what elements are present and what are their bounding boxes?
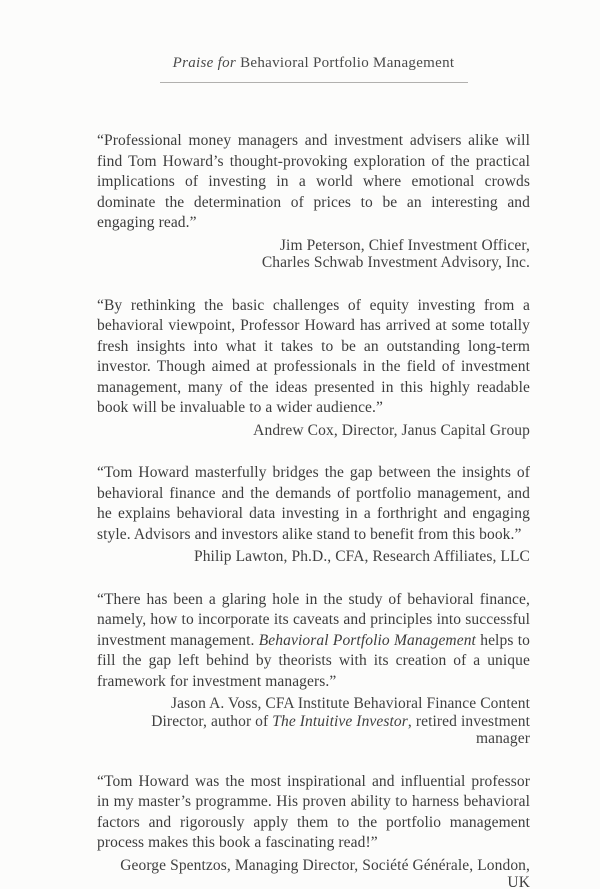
quote-attribution xyxy=(97,422,530,440)
attribution-segment: Director, author of xyxy=(151,712,273,730)
quote-attribution xyxy=(97,857,530,889)
attribution-line xyxy=(97,548,530,566)
quote-segment: helps to fill the gap left behind by theorists with its creation of a unique framework for investment managers.” xyxy=(97,631,530,690)
quote-segment: “Professional money managers and investment advisers alike will find Tom Howard’s thought-provoking exploration of the practical implications of investing in a world where emotional crowds dominate the determination of prices to be an interesting and engaging read.” xyxy=(97,132,530,231)
attribution-segment-italic-book-title: The Intuitive Investor xyxy=(272,712,408,730)
quote-segment: “Tom Howard was the most inspirational and influential professor in my master’s programme. His proven ability to harness behavioral factors and rigorously apply them to the portfolio management process makes this book a fascinating read!” xyxy=(97,772,530,851)
quote-text xyxy=(97,590,530,693)
quote-attribution xyxy=(97,548,530,566)
quote-block xyxy=(97,590,530,748)
page-title-italic-prefix: Praise for xyxy=(172,55,237,71)
attribution-line xyxy=(97,713,530,748)
page-title xyxy=(97,54,530,73)
quote-block xyxy=(97,463,530,566)
quote-attribution xyxy=(97,695,530,748)
attribution-line xyxy=(97,254,530,272)
page-title-book-name: Behavioral Portfolio Management xyxy=(240,55,455,71)
attribution-segment: , retired investment manager xyxy=(407,712,530,747)
attribution-segment: Philip Lawton, Ph.D., CFA, Research Affiliates, LLC xyxy=(193,548,530,565)
attribution-line xyxy=(97,695,530,713)
attribution-segment: Andrew Cox, Director, Janus Capital Group xyxy=(253,421,530,439)
quote-block xyxy=(97,296,530,440)
attribution-line xyxy=(97,422,530,440)
attribution-segment: George Spentzos, Managing Director, Société Générale, London, UK xyxy=(120,856,530,889)
praise-quotes-list xyxy=(97,131,530,889)
quote-text xyxy=(97,296,530,419)
quote-attribution xyxy=(97,237,530,272)
header-divider xyxy=(160,82,468,83)
quote-segment: “By rethinking the basic challenges of equity investing from a behavioral viewpoint, Professor Howard has arrived at some totally fresh insights into what it takes to be an outstanding long-term investor. Though aimed at professionals in the field of investment management, many of the ideas presented in this highly readable book will be invaluable to a wider audience.” xyxy=(97,296,530,416)
attribution-line xyxy=(97,857,530,889)
quote-segment: “There has been a glaring hole in the study of behavioral finance, namely, how to incorporate its caveats and principles into successful investment management. xyxy=(97,590,530,649)
attribution-segment: Jason A. Voss, CFA Institute Behavioral Finance Content xyxy=(171,695,530,712)
quote-segment-italic-book-title: Behavioral Portfolio Management xyxy=(258,631,476,649)
quote-text xyxy=(97,772,530,854)
quote-text xyxy=(97,463,530,545)
attribution-segment: Jim Peterson, Chief Investment Officer, xyxy=(279,236,530,254)
quote-segment: “Tom Howard masterfully bridges the gap between the insights of behavioral finance and the demands of portfolio management, and he explains behavioral data investing in a forthright and engaging style. Advisors and investors alike stand to benefit from this book.” xyxy=(97,464,530,543)
attribution-line xyxy=(97,237,530,255)
attribution-segment: Charles Schwab Investment Advisory, Inc. xyxy=(261,254,530,271)
quote-block xyxy=(97,131,530,272)
quote-text xyxy=(97,131,530,234)
quote-block xyxy=(97,772,530,889)
